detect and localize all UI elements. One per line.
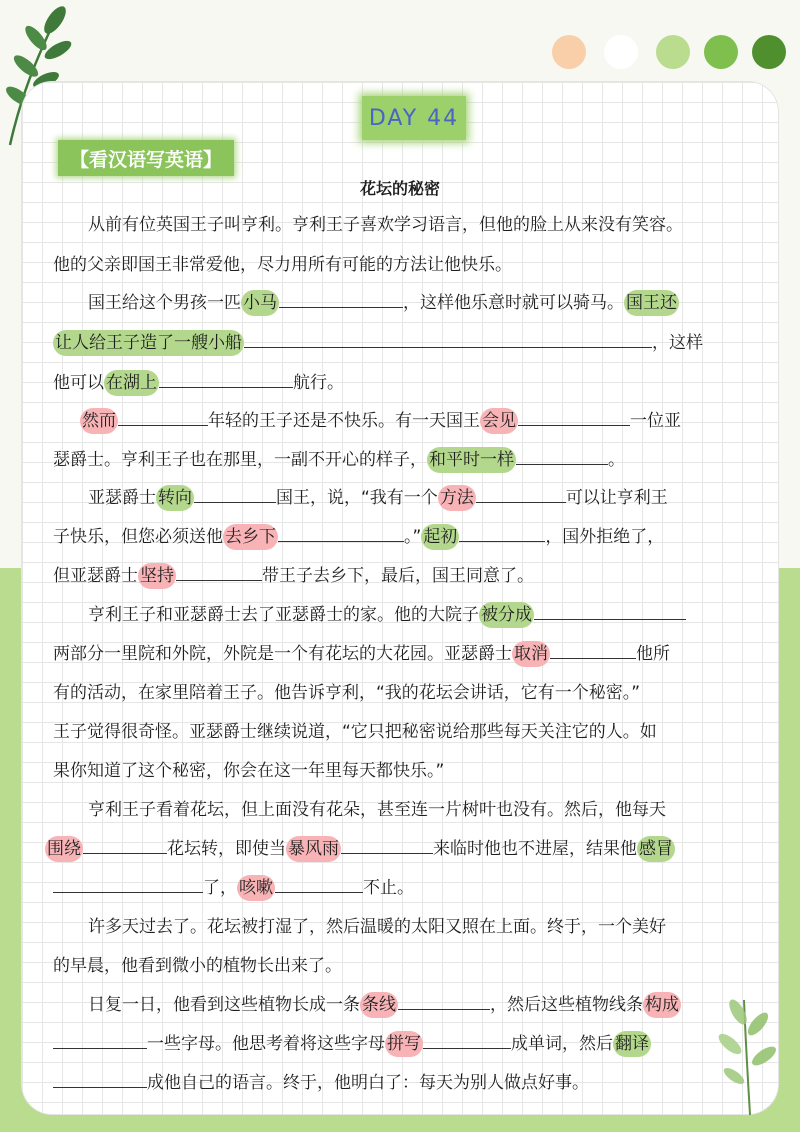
story-line: 然而 年轻的王子还是不快乐。有一天国王 会见 一位亚 xyxy=(80,406,681,436)
highlight-green: 小马 xyxy=(241,290,279,316)
highlight-pink: 方法 xyxy=(438,485,476,511)
answer-blank[interactable] xyxy=(275,873,363,893)
color-dot-light-green xyxy=(656,35,690,69)
answer-blank[interactable] xyxy=(194,483,276,503)
highlight-green: 被分成 xyxy=(479,602,534,628)
highlight-green: 让人给王子造了一艘小船 xyxy=(53,330,244,356)
answer-blank[interactable] xyxy=(476,483,566,503)
story-line: 的早晨，他看到微小的植物长出来了。 xyxy=(53,956,342,976)
highlight-green: 国王还 xyxy=(624,290,679,316)
answer-blank[interactable] xyxy=(516,445,608,465)
highlight-pink: 咳嗽 xyxy=(237,875,275,901)
highlight-green: 和平时一样 xyxy=(427,447,516,473)
story-line: 两部分一里院和外院，外院是一个有花坛的大花园。亚瑟爵士 取消 他所 xyxy=(53,639,670,669)
story-line: 亚瑟爵士 转向 国王，说，“我有一个 方法 可以让亨利王 xyxy=(88,483,668,513)
answer-blank[interactable] xyxy=(176,561,262,581)
highlight-pink: 去乡下 xyxy=(223,524,278,550)
story-line: 日复一日，他看到这些植物长成一条 条线 ，然后这些植物线条 构成 xyxy=(88,990,681,1020)
highlight-green: 转向 xyxy=(156,485,194,511)
highlight-pink: 条线 xyxy=(360,992,398,1018)
highlight-green: 起初 xyxy=(421,524,459,550)
story-line: 但亚瑟爵士 坚持 带王子去乡下，最后，国王同意了。 xyxy=(53,561,534,591)
highlight-pink: 构成 xyxy=(643,992,681,1018)
story-line: 他的父亲即国王非常爱他，尽力用所有可能的方法让他快乐。 xyxy=(53,255,512,275)
highlight-green: 翻译 xyxy=(613,1031,651,1057)
highlight-pink: 然而 xyxy=(80,408,118,434)
story-line: 亨利王子和亚瑟爵士去了亚瑟爵士的家。他的大院子 被分成 xyxy=(88,600,686,630)
highlight-green: 在湖上 xyxy=(104,370,159,396)
story-line: 他可以 在湖上 航行。 xyxy=(53,368,344,398)
highlight-pink: 取消 xyxy=(512,641,550,667)
story-line: 围绕 花坛转，即使当 暴风雨 来临时他也不进屋，结果他 感冒 xyxy=(45,834,675,864)
highlight-pink: 暴风雨 xyxy=(286,836,341,862)
story-line: 子快乐，但您必须送他 去乡下 。” 起初 ，国外拒绝了， xyxy=(53,522,664,552)
story-line: 从前有位英国王子叫亨利。亨利王子喜欢学习语言，但他的脸上从来没有笑容。 xyxy=(88,215,683,235)
answer-blank[interactable] xyxy=(83,834,167,854)
answer-blank[interactable] xyxy=(278,522,404,542)
answer-blank[interactable] xyxy=(341,834,433,854)
story-line: 让人给王子造了一艘小船 ，这样 xyxy=(53,328,703,358)
answer-blank[interactable] xyxy=(118,406,208,426)
story-title: 花坛的秘密 xyxy=(359,179,440,198)
answer-blank[interactable] xyxy=(550,639,636,659)
answer-blank[interactable] xyxy=(53,873,203,893)
story-line: 许多天过去了。花坛被打湿了，然后温暖的太阳又照在上面。终于，一个美好 xyxy=(88,917,666,937)
story-line: 成他自己的语言。终于，他明白了：每天为别人做点好事。 xyxy=(53,1068,589,1098)
story-line: 果你知道了这个秘密，你会在这一年里每天都快乐。” xyxy=(53,761,445,781)
color-dot-green xyxy=(704,35,738,69)
story-line: 一些字母。他思考着将这些字母 拼写 成单词，然后 翻译 xyxy=(53,1029,651,1059)
answer-blank[interactable] xyxy=(279,288,403,308)
highlight-green: 感冒 xyxy=(637,836,675,862)
answer-blank[interactable] xyxy=(244,328,652,348)
highlight-pink: 围绕 xyxy=(45,836,83,862)
story-line: 了， 咳嗽 不止。 xyxy=(53,873,414,903)
day-badge: DAY 44 xyxy=(362,96,466,140)
highlight-pink: 坚持 xyxy=(138,563,176,589)
story-line: 瑟爵士。亨利王子也在那里，一副不开心的样子， 和平时一样 。 xyxy=(53,445,625,475)
answer-blank[interactable] xyxy=(159,368,293,388)
story-line: 国王给这个男孩一匹 小马 ，这样他乐意时就可以骑马。 国王还 xyxy=(88,288,679,318)
answer-blank[interactable] xyxy=(53,1068,147,1088)
story-line: 有的活动，在家里陪着王子。他告诉亨利，“我的花坛会讲话，它有一个秘密。” xyxy=(53,683,641,703)
answer-blank[interactable] xyxy=(423,1029,511,1049)
section-label: 【看汉语写英语】 xyxy=(58,140,234,176)
highlight-pink: 拼写 xyxy=(385,1031,423,1057)
answer-blank[interactable] xyxy=(518,406,630,426)
answer-blank[interactable] xyxy=(534,600,686,620)
answer-blank[interactable] xyxy=(53,1029,147,1049)
color-dot-dark-green xyxy=(752,35,786,69)
answer-blank[interactable] xyxy=(459,522,545,542)
color-dot-white xyxy=(604,35,638,69)
plant-sprig-icon xyxy=(700,990,790,1120)
highlight-pink: 会见 xyxy=(480,408,518,434)
story-line: 亨利王子看着花坛，但上面没有花朵，甚至连一片树叶也没有。然后，他每天 xyxy=(88,800,666,820)
answer-blank[interactable] xyxy=(398,990,490,1010)
story-line: 王子觉得很奇怪。亚瑟爵士继续说道，“它只把秘密说给那些每天关注它的人。如 xyxy=(53,722,657,742)
color-dot-peach xyxy=(552,35,586,69)
